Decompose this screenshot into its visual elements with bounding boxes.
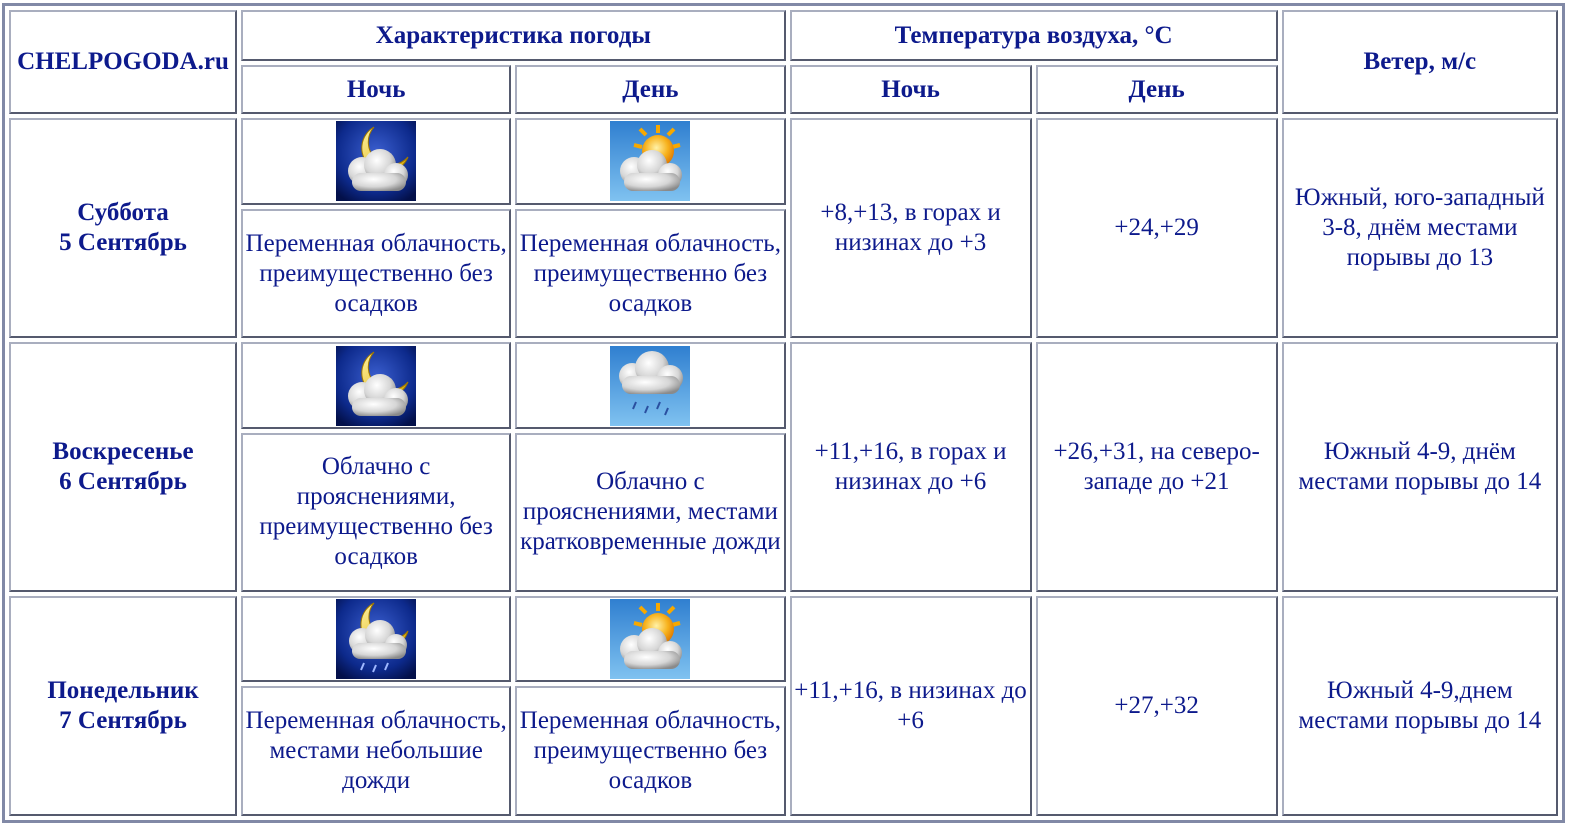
forecast-table: [5, 6, 1562, 820]
day-2-wind: Южный 4-9, днём местами порывы до 14: [1282, 342, 1558, 591]
day-3-wind: Южный 4-9,днем местами порывы до 14: [1282, 596, 1558, 816]
day-1-temp-night: +8,+13, в горах и низинах до +3: [790, 118, 1032, 338]
day-2-temp-day: +26,+31, на северо-западе до +21: [1036, 342, 1278, 591]
day-1-wind: Южный, юго-западный 3-8, днём местами порывы до 13: [1282, 118, 1558, 338]
site-name: CHELPOGODA.ru: [9, 10, 237, 114]
header-char-day: День: [515, 65, 785, 114]
day-2-night-icon-cell: [241, 342, 511, 429]
day-1-night-desc: Переменная облачность, преимущественно без осадков: [241, 209, 511, 339]
day-3-icon-row: [9, 596, 1558, 683]
header-char-night: Ночь: [241, 65, 511, 114]
day-2-weekday: Воскресенье: [52, 438, 194, 465]
day-1-day-icon-cell: [515, 118, 785, 205]
day-3-date: 7 Сентябрь: [59, 706, 187, 734]
header-temp-day: День: [1036, 65, 1278, 114]
day-2-label: [9, 342, 237, 591]
day-3-day-desc: Переменная облачность, преимущественно без осадков: [515, 686, 785, 816]
moon-cloud-icon: [336, 346, 416, 426]
sun-cloud-icon: [610, 599, 690, 679]
forecast-frame: [2, 3, 1565, 823]
header-temperature: Температура воздуха, °С: [790, 10, 1278, 61]
day-3-weekday: Понедельник: [47, 676, 199, 704]
header-characteristic: Характеристика погоды: [241, 10, 785, 61]
moon-cloud-rain-icon: [336, 599, 416, 679]
header-wind: Ветер, м/с: [1282, 10, 1558, 114]
day-1-label: [9, 118, 237, 338]
day-3-night-icon-cell: [241, 596, 511, 683]
day-3-label: [9, 596, 237, 816]
day-2-night-desc: Облачно с прояснениями, преимущественно без осадков: [241, 433, 511, 591]
day-1-temp-day: +24,+29: [1036, 118, 1278, 338]
day-1-day-desc: Переменная облачность, преимущественно без осадков: [515, 209, 785, 339]
cloud-rain-icon: [610, 346, 690, 426]
day-2-day-desc: Облачно с прояснениями, местами кратковременные дожди: [515, 433, 785, 591]
moon-cloud-icon: [336, 121, 416, 201]
day-1-date: 5 Сентябрь: [59, 229, 187, 257]
day-2-temp-night: +11,+16, в горах и низинах до +6: [790, 342, 1032, 591]
day-3-temp-day: +27,+32: [1036, 596, 1278, 816]
day-1-icon-row: [9, 118, 1558, 205]
day-1-night-icon-cell: [241, 118, 511, 205]
header-row: [9, 10, 1558, 61]
day-2-date: 6 Сентябрь: [59, 468, 187, 495]
day-2-icon-row: [9, 342, 1558, 429]
day-1-weekday: Суббота: [77, 199, 169, 227]
day-3-temp-night: +11,+16, в низинах до +6: [790, 596, 1032, 816]
day-2-day-icon-cell: [515, 342, 785, 429]
sun-cloud-icon: [610, 121, 690, 201]
day-3-night-desc: Переменная облачность, местами небольшие дожди: [241, 686, 511, 816]
day-3-day-icon-cell: [515, 596, 785, 683]
header-temp-night: Ночь: [790, 65, 1032, 114]
